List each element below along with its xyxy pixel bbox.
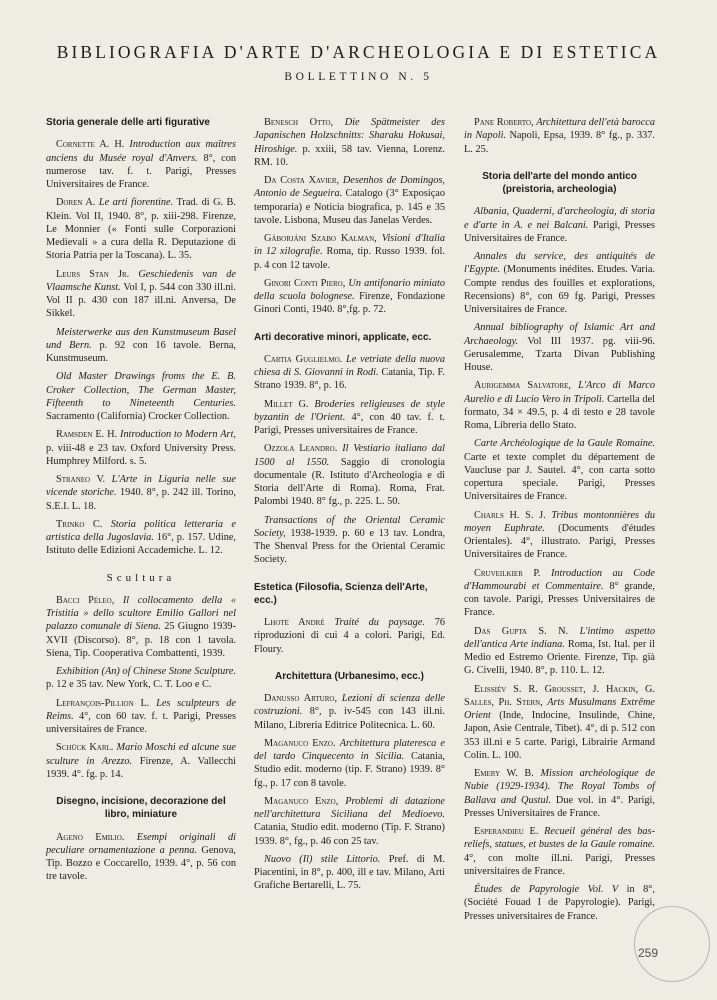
- bib-entry: Aurigemma Salvatore, L'Arco di Marco Aurelio e di Lucio Vero in Tripoli. Cartella del formato, 34 × 49.5, p. 4 di testo e 28 tavole Roma, Libreria dello Stato.: [464, 380, 656, 431]
- bib-entry: Meisterwerke aus den Kunstmuseum Basel und Bern. p. 92 con 16 tavole. Berna, Kunstmuseum.: [46, 326, 236, 364]
- section-heading: Arti decorative minori, applicate, ecc.: [254, 331, 432, 343]
- bib-entry: Nuovo (Il) stile Littorio. Pref. di M. Piacentini, in 8°, p. 400, ill e tav. Milano, Arti Grafiche Bertarelli, L. 75.: [254, 853, 446, 892]
- bib-entry: Maganuco Enzo, Problemi di datazione nell'architettura Siciliana del Medioevo. Catania, Studio edit. moderno (Tip. F. Strano) 1939. 8°, fg., p. 46 con 25 tav.: [254, 795, 446, 847]
- library-stamp: [634, 906, 710, 982]
- section-heading: Disegno, incisione, decorazione del libro, miniature: [56, 796, 226, 821]
- column-left: [46, 116, 236, 889]
- column-middle: [254, 116, 445, 898]
- column-right: [464, 116, 655, 928]
- bib-entry: Cornette A. H. Introduction aux maîtres anciens du Musée royal d'Anvers. 8°, con numerose tav. f. t. Parigi, Presses Universitaires de France.: [46, 139, 236, 190]
- section-heading: Architettura (Urbanesimo, ecc.): [275, 670, 424, 682]
- bib-entry: Da Costa Xavier, Desenhos de Domingos, Antonio de Segueira. Catalogo (3° Exposiçao temporaria) e Noticia biografica, p. 145 e 35 tavole. Lisbona, Museu das Janelas Verdes.: [254, 175, 445, 226]
- bib-entry: Carte Archéologique de la Gaule Romaine. Carte et texte complet du département de Vaucluse par J. Sautel. 4°, con carta sotto copertura speciale. Parigi, Presses Universitaires de France.: [464, 438, 655, 503]
- bib-entry: Études de Papyrologie Vol. V in 8°, (Société Fouad I de Papyrologie). Parigi, Presses universitaires de France.: [464, 884, 655, 922]
- bib-entry: Doren A. Le arti fiorentine. Trad. di G. B. Klein. Vol II, 1940. 8°, p. xiii-298. Firenze, Le Monnier (« Fonti sulle Corporazioni Medievali » a cura della R. Deputazione di Storia Patria per la Toscana). L. 35.: [46, 197, 236, 262]
- bib-entry: Lhote André Traité du paysage. 76 riproduzioni di cui 4 a colori. Parigi, Ed. Floury.: [254, 617, 445, 655]
- bib-entry: Bacci Péleo, Il collocamento della « Tristitia » dello scultore Emilio Gallori nel palazzo comunale di Siena. 25 Giugno 1939-XVII (Discorso). 8°, p. 18 con 1 tavola. Siena, Tip. Cooperativa Combattenti, 1939.: [46, 594, 237, 659]
- bib-entry: Benesch Otto, Die Spätmeister des Japanischen Holzschnitts: Sharaku Hokusai, Hiroshige. p. xxiii, 58 tav. Vienna, Lorenz. RM. 10.: [254, 117, 445, 168]
- bib-entry: Emery W. B. Mission archéologique de Nubie (1929-1934). The Royal Tombs of Ballava and Qustul. Due vol. in 4°. Parigi, Presses Universitaires de France.: [464, 768, 656, 819]
- page-title: BIBLIOGRAFIA D'ARTE D'ARCHEOLOGIA E DI ESTETICA: [56, 42, 661, 62]
- bib-entry: Annales du service, des antiquités de l'Egypte. (Monuments inédites. Etudes. Varia. Compte rendus des fouilles et explorations, Recensions) 8°, con 69 fg. Parigi, Presses Universitaires de France.: [464, 251, 655, 315]
- bib-entry: Danusso Arturo, Lezioni di scienza delle costruzioni. 8°, p. iv-545 con 143 ill.ni. Milano, Libreria Editrice Politecnica. L. 60.: [254, 693, 445, 731]
- bib-entry: Ageno Emilio. Esempi originali di peculiare ornamentazione a penna. Genova, Tip. Bozzo e Coccarello, 1939. 4°, p. 56 con tre tavole.: [46, 831, 237, 883]
- bib-entry: Gáborjáni Szabo Kalman, Visioni d'Italia in 12 xilografie. Roma, tip. Russo 1939. fol. p. 4 con 12 tavole.: [254, 233, 446, 271]
- section-heading: Estetica (Filosofia, Scienza dell'Arte, ecc.): [254, 581, 428, 606]
- bib-entry: Lefrançois-Pillion L. Les sculpteurs de Reims. 4°, con 60 tav. f. t. Parigi, Presses universitaires de France.: [46, 697, 236, 735]
- bib-entry: Elissiév S. R. Grousset, J. Hackin, G. Salles, Ph. Stern, Arts Musulmans Extrême Orient (Inde, Indocine, Insulinde, Chine, Japon, Asie Centrale, Tibet). 4°, di p. 512 con 353 ill.ni e 5 carte. Parigi, Librairie Armand Colin. L. 100.: [464, 683, 656, 761]
- bib-entry: Millet G. Broderies religieuses de style byzantin de l'Orient. 4°, con 40 tav. f. t. Parigi, Presses universitaires de France.: [254, 398, 446, 436]
- bib-entry: Straneo V. L'Arte in Liguria nelle sue vicende storiche. 1940. 8°, p. 242 ill. Torino, S.E.I. L. 18.: [46, 474, 237, 512]
- bib-entry: Das Gupta S. N. L'intimo aspetto dell'antica Arte indiana. Roma, Ist. Ital. per il Medio ed Estremo Oriente. Firenze, Tip. già G. Civelli, 1940. 8°, p. 110. L. 12.: [464, 625, 656, 677]
- section-heading: Scultura: [106, 571, 176, 584]
- bib-entry: Cartia Guglielmo. Le vetriate della nuova chiesa di S. Giovanni in Rodi. Catania, Tip. F. Strano 1939. 8°, p. 16.: [254, 353, 445, 392]
- bib-entry: Ginori Conti Piero, Un antifonario miniato della scuola bolognese. Firenze, Fondazione Ginori Conti, 1940. 8°,fg. p. 72.: [254, 277, 445, 316]
- bib-entry: Ramsden E. H. Introduction to Modern Art, p. viii-48 e 23 tav. Oxford University Press. Humphrey Milford. s. 5.: [46, 429, 236, 467]
- section-heading: Storia dell'arte del mondo antico (preistoria, archeologia): [482, 170, 637, 195]
- bib-entry: Charls H. S. J. Tribus montonnières du moyen Euphrate. (Documents d'études Orientales). 4°, illustrato. Parigi, Presses Universitaires de France.: [464, 509, 656, 561]
- bulletin-number: BOLLETTINO N. 5: [284, 71, 433, 83]
- bib-entry: Schück Karl. Mario Moschi ed alcune sue sculture in Arezzo. Firenze, A. Vallecchi 1939. 4°. fg. p. 14.: [46, 742, 236, 780]
- bib-entry: Cruveilkier P. Introduction au Code d'Hammourabi et Commentaire. 8° grande, con tavole. Parigi, Presses Universitaires de France.: [464, 567, 655, 619]
- section-heading: Storia generale delle arti figurative: [46, 117, 210, 128]
- bib-entry: Exhibition (An) of Chinese Stone Sculpture. p. 12 e 35 tav. New York, C. T. Loo e C.: [46, 666, 236, 691]
- bib-entry: Albania, Quaderni, d'archeologia, di storia e d'arte in A. e nei Balcani. Parigi, Presses Universitaires de France.: [464, 206, 655, 244]
- bib-entry: Pane Roberto, Architettura dell'età barocca in Napoli. Napoli, Epsa, 1939. 8° fg., p. 337. L. 25.: [464, 117, 655, 155]
- bib-entry: Ozzola Leandro. Il Vestiario italiano dal 1500 al 1550. Saggio di cronologia documentale (R. Istituto d'Archeologia e di Storia dell'Arte di Roma). Roma, Frat. Palombi 1940. 8° fg., p. 225. L. 50.: [254, 443, 446, 508]
- bib-entry: Annual bibliography of Islamic Art and Archaeology. Vol III 1937. pg. viii-96. Gerusalemme, Tzarta Divan Publishing House.: [464, 322, 655, 373]
- bib-entry: Trinko C. Storia politica letteraria e artistica della Jugoslavia. 16°, p. 157. Udine, Istituto delle Edizioni Accademiche. L. 12.: [46, 518, 236, 557]
- stamp-number: 259: [638, 946, 659, 960]
- bib-entry: Maganuco Enzo. Architettura plateresca e del tardo Cinquecento in Sicilia. Catania, Studio edit. moderno (tip. F. Strano) 1939. 8° fg., p. 17 con 8 tavole.: [254, 737, 445, 789]
- bib-entry: Transactions of the Oriental Ceramic Society, 1938-1939. p. 60 e 13 tav. Londra, The Shenval Press for the Oriental Ceramic Society.: [254, 514, 445, 566]
- bib-entry: Leurs Stan Jr. Geschiedenis van de Vlaamsche Kunst. Vol I, p. 544 con 330 ill.ni. Vol II p. 430 con 187 ill.ni. Anversa, De Sikkel.: [46, 268, 237, 320]
- bib-entry: Old Master Drawings froms the E. B. Croker Collection, The German Master, Fifteenth to Nineteenth Centuries. Sacramento (California) Crocker Collection.: [46, 371, 236, 422]
- bib-entry: Esperandieu E. Recueil général des bas-reliefs, statues, et bustes de la Gaule romaine. 4°, con molte ill.ni. Parigi, Presses universitaires de France.: [464, 826, 655, 877]
